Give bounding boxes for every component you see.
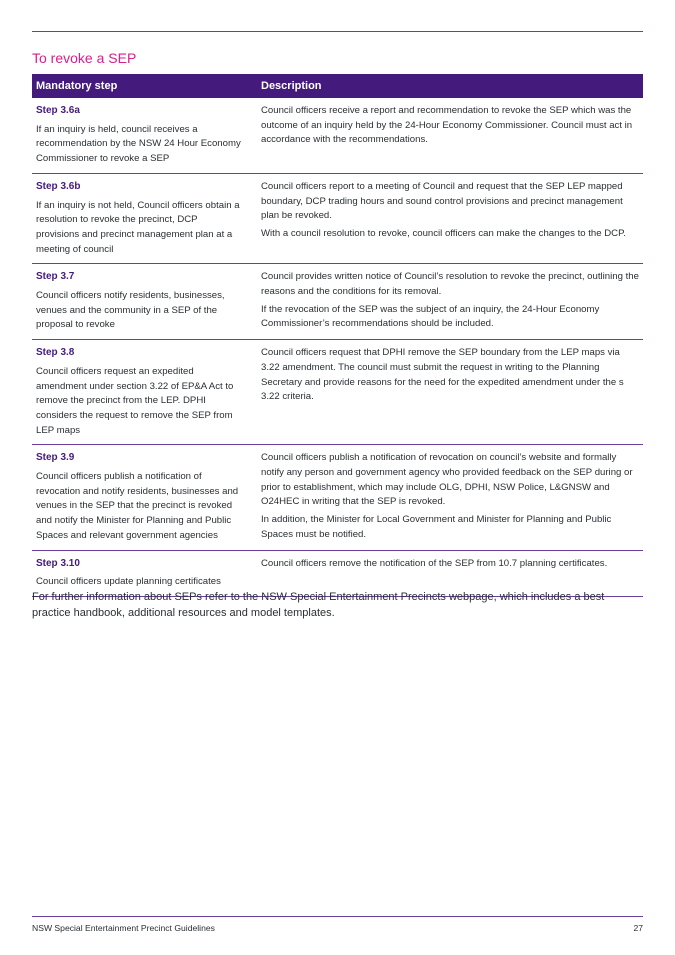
mandatory-steps-table — [32, 74, 643, 597]
description-text: Council officers remove the notification of the SEP from 10.7 planning certificates. — [261, 557, 608, 569]
footer-page-number: 27 — [633, 923, 643, 933]
step-text: Council officers notify residents, businesses, venues and the community in a SEP of the proposal to revoke — [36, 290, 225, 331]
step-cell — [32, 445, 247, 550]
footer-document-title: NSW Special Entertainment Precinct Guidelines — [32, 923, 215, 933]
step-number: Step 3.10 — [36, 557, 80, 569]
step-text: If an inquiry is not held, Council officers obtain a resolution to revoke the precinct, DCP provisions and precinct management plan at a meeting of council — [36, 199, 240, 255]
description-cell — [247, 445, 643, 550]
description-text: In addition, the Minister for Local Government and Minister for Planning and Public Spaces must be notified. — [261, 514, 612, 540]
table-row — [32, 340, 643, 445]
step-number: Step 3.8 — [36, 347, 75, 359]
header-mandatory-step: Mandatory step — [32, 74, 247, 98]
description-cell — [247, 264, 643, 340]
header-description: Description — [247, 74, 643, 98]
description-text: With a council resolution to revoke, council officers can make the changes to the DCP. — [261, 227, 626, 239]
description-text: If the revocation of the SEP was the subject of an inquiry, the 24-Hour Economy Commissioner’s recommendations should be included. — [261, 303, 600, 330]
step-number: Step 3.6b — [36, 180, 81, 192]
step-text: Council officers update planning certificates — [36, 576, 221, 588]
description-text: Council officers receive a report and recommendation to revoke the SEP which was the outcome of an inquiry held by the 24-Hour Economy Commissioner. Council must act in accordance with the recommendations. — [261, 105, 633, 146]
top-divider — [32, 31, 643, 32]
step-text: If an inquiry is held, council receives a recommendation by the NSW 24 Hour Economy Commissioner to revoke a SEP — [36, 123, 241, 165]
further-information-note: For further information about SEPs refer to the NSW Special Entertainment Precincts webpage, which includes a best practice handbook, additional resources and model templates. — [32, 591, 605, 619]
description-text: Council officers report to a meeting of Council and request that the SEP LEP mapped boundary, DCP trading hours and sound control provisions and precinct management plan be revoked. — [261, 180, 623, 222]
step-text: Council officers request an expedited amendment under section 3.22 of EP&A Act to remove the precinct from the LEP. DPHI considers the request to remove the SEP from LEP maps — [36, 365, 234, 436]
table-header-row — [32, 74, 643, 98]
description-cell — [247, 173, 643, 264]
step-cell — [32, 173, 247, 264]
step-cell — [32, 264, 247, 340]
table-row — [32, 98, 643, 173]
footer-divider — [32, 916, 643, 917]
table-row — [32, 445, 643, 550]
description-cell — [247, 98, 643, 173]
table-row — [32, 173, 643, 264]
description-cell — [247, 340, 643, 445]
step-number: Step 3.9 — [36, 452, 75, 464]
step-number: Step 3.7 — [36, 271, 75, 283]
section-title: To revoke a SEP — [32, 50, 137, 66]
description-text: Council officers request that DPHI remove the SEP boundary from the LEP maps via 3.22 amendment. The council must submit the request in writing to the Planning Secretary and provide reasons for the need for the expedited amendment under the s 3.22 criteria. — [261, 347, 624, 403]
step-cell — [32, 340, 247, 445]
table-row — [32, 264, 643, 340]
step-text: Council officers publish a notification of revocation and notify residents, businesses and venues in the SEP that the precinct is revoked and notify the Minister for Planning and Public Spaces and relevant government agencies — [36, 471, 239, 541]
step-cell — [32, 98, 247, 173]
description-text: Council officers publish a notification of revocation on council’s website and formally notify any person and government agency who provided feedback on the SEP during or prior to establishment, which may include OLG, DPHI, NSW Police, L&GNSW and O24HEC in writing that the SEP is revoked. — [261, 452, 633, 508]
description-text: Council provides written notice of Council’s resolution to revoke the precinct, outlining the reasons and the conditions for its removal. — [261, 271, 639, 298]
step-number: Step 3.6a — [36, 105, 80, 116]
